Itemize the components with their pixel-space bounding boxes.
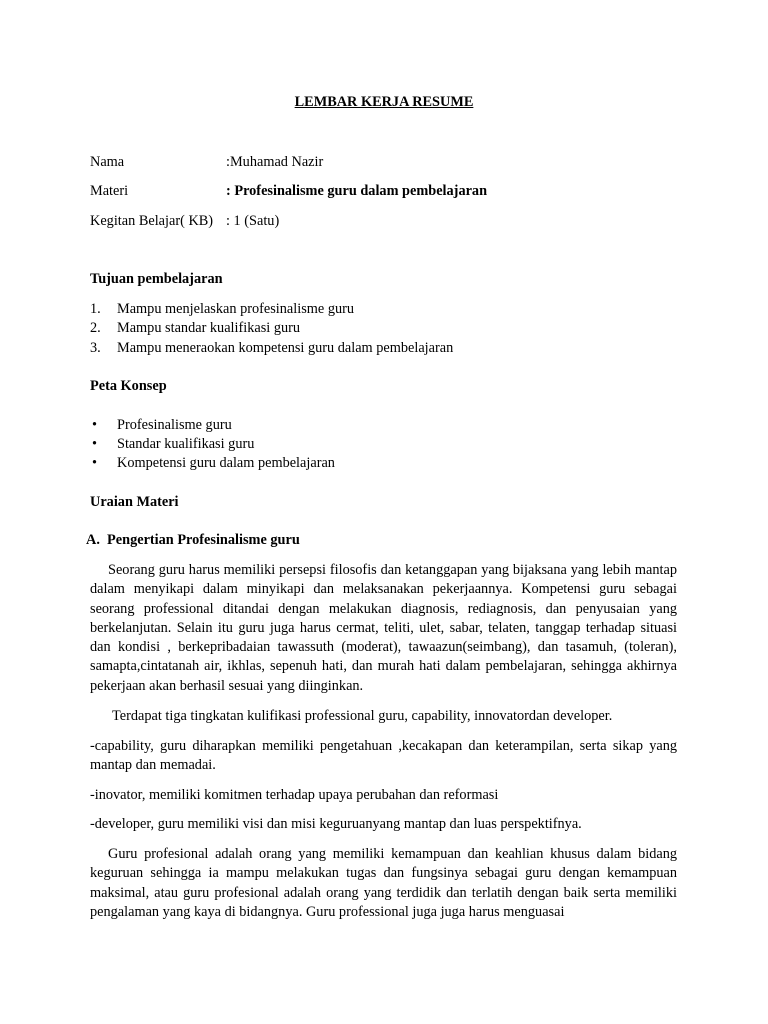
info-label-kegiatan: Kegitan Belajar( KB)	[90, 213, 214, 229]
paragraph: Seorang guru harus memiliki persepsi filosofis dan ketanggapan yang bijaksana yang lebih mantap dalam menyikapi dalam minyikapi dan melaksanakan pekerjaannya. Kompetensi guru sebagai seorang professional ditandai dengan melakukan diagnosis, rediagnosis, dan penyusaian yang berkelanjutan. Selain itu guru juga harus cermat, teliti, ulet, sabar, telaten, tanggap terhadap situasi dan kondisi , berkepribadaian tawassuth (moderat), tawaazun(seimbang), dan tasamuh, (toleran), samapta,cintatanah air, ikhlas, sepenuh hati, dan murah hati dalam pembelajaran, sehingga akhirnya pekerjaan akan berhasil sesuai yang diinginkan.	[90, 562, 677, 694]
tujuan-item-text: Mampu menjelaskan profesinalisme guru	[117, 301, 355, 317]
tujuan-heading: Tujuan pembelajaran	[90, 271, 223, 287]
peta-item	[90, 455, 335, 472]
paragraph: Guru profesional adalah orang yang memiliki kemampuan dan keahlian khusus dalam bidang keguruan sehingga ia mampu melakukan tugas dan fungsinya sebagai guru dengan kemampuan maksimal, atau guru profesional adalah orang yang terdidik dan terlatih dengan baik serta memiliki pengalaman yang kaya di bidangnya. Guru professional juga juga harus menguasai	[90, 846, 677, 920]
tujuan-item	[90, 340, 453, 357]
tujuan-item-text: Mampu meneraokan kompetensi guru dalam pembelajaran	[117, 340, 454, 356]
peta-item-text: Profesinalisme guru	[117, 417, 232, 433]
paragraph: Terdapat tiga tingkatan kulifikasi professional guru, capability, innovatordan developer.	[112, 708, 613, 724]
info-label-nama: Nama	[90, 154, 125, 170]
peta-item	[90, 417, 232, 434]
info-label-materi: Materi	[90, 183, 129, 199]
paragraph: -inovator, memiliki komitmen terhadap upaya perubahan dan reformasi	[90, 787, 499, 803]
bullet-icon: •	[92, 436, 98, 452]
peta-heading: Peta Konsep	[90, 378, 167, 394]
section-a-heading: A. Pengertian Profesinalisme guru	[86, 532, 300, 548]
tujuan-item-number: 3.	[90, 340, 101, 356]
paragraph: -developer, guru memiliki visi dan misi keguruanyang mantap dan luas perspektifnya.	[90, 816, 582, 832]
uraian-heading: Uraian Materi	[90, 494, 179, 510]
tujuan-item	[90, 320, 300, 337]
peta-item-text: Standar kualifikasi guru	[117, 436, 255, 452]
bullet-icon: •	[92, 417, 98, 433]
tujuan-item-number: 1.	[90, 301, 101, 317]
paragraph: -capability, guru diharapkan memiliki pengetahuan ,kecakapan dan keterampilan, serta sikap yang mantap dan memadai.	[90, 738, 677, 774]
info-value-kegiatan: : 1 (Satu)	[226, 213, 280, 229]
peta-item-text: Kompetensi guru dalam pembelajaran	[117, 455, 335, 471]
info-value-materi: : Profesinalisme guru dalam pembelajaran	[226, 183, 488, 199]
tujuan-item-number: 2.	[90, 320, 101, 336]
document-title: LEMBAR KERJA RESUME	[294, 94, 474, 110]
tujuan-item	[90, 301, 354, 318]
tujuan-item-text: Mampu standar kualifikasi guru	[117, 320, 301, 336]
info-value-nama: :Muhamad Nazir	[226, 154, 324, 170]
peta-item	[90, 436, 254, 453]
bullet-icon: •	[92, 455, 98, 471]
